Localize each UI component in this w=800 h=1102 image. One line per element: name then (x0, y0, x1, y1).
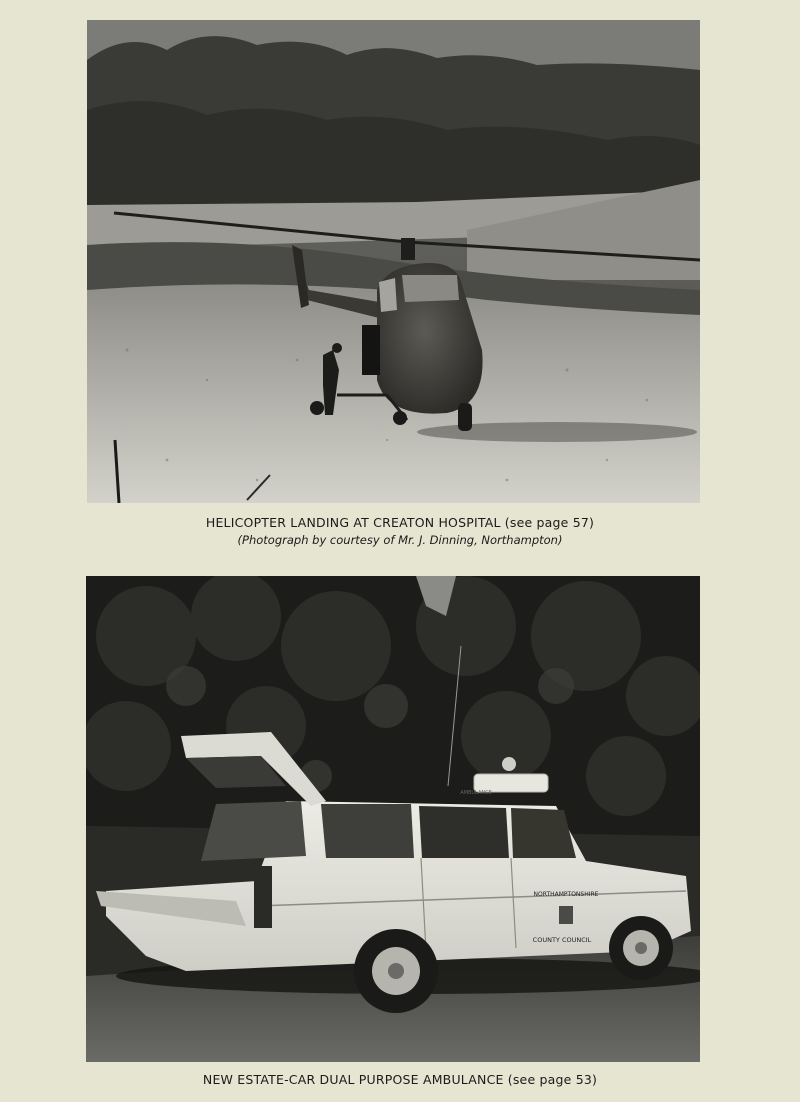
helicopter-caption: HELICOPTER LANDING AT CREATON HOSPITAL (see page 57) (205, 515, 595, 530)
photo-credit: (Photograph by courtesy of Mr. J. Dinning, Northampton) (237, 533, 563, 547)
helicopter-photo (87, 20, 700, 503)
ambulance-caption: NEW ESTATE-CAR DUAL PURPOSE AMBULANCE (see page 53) (202, 1072, 598, 1087)
roof-text: AMBULANCE (460, 790, 492, 796)
ambulance-photo (86, 576, 700, 1062)
door-text-top: NORTHAMPTONSHIRE (533, 891, 599, 898)
door-text-bottom: COUNTY COUNCIL (532, 936, 592, 944)
